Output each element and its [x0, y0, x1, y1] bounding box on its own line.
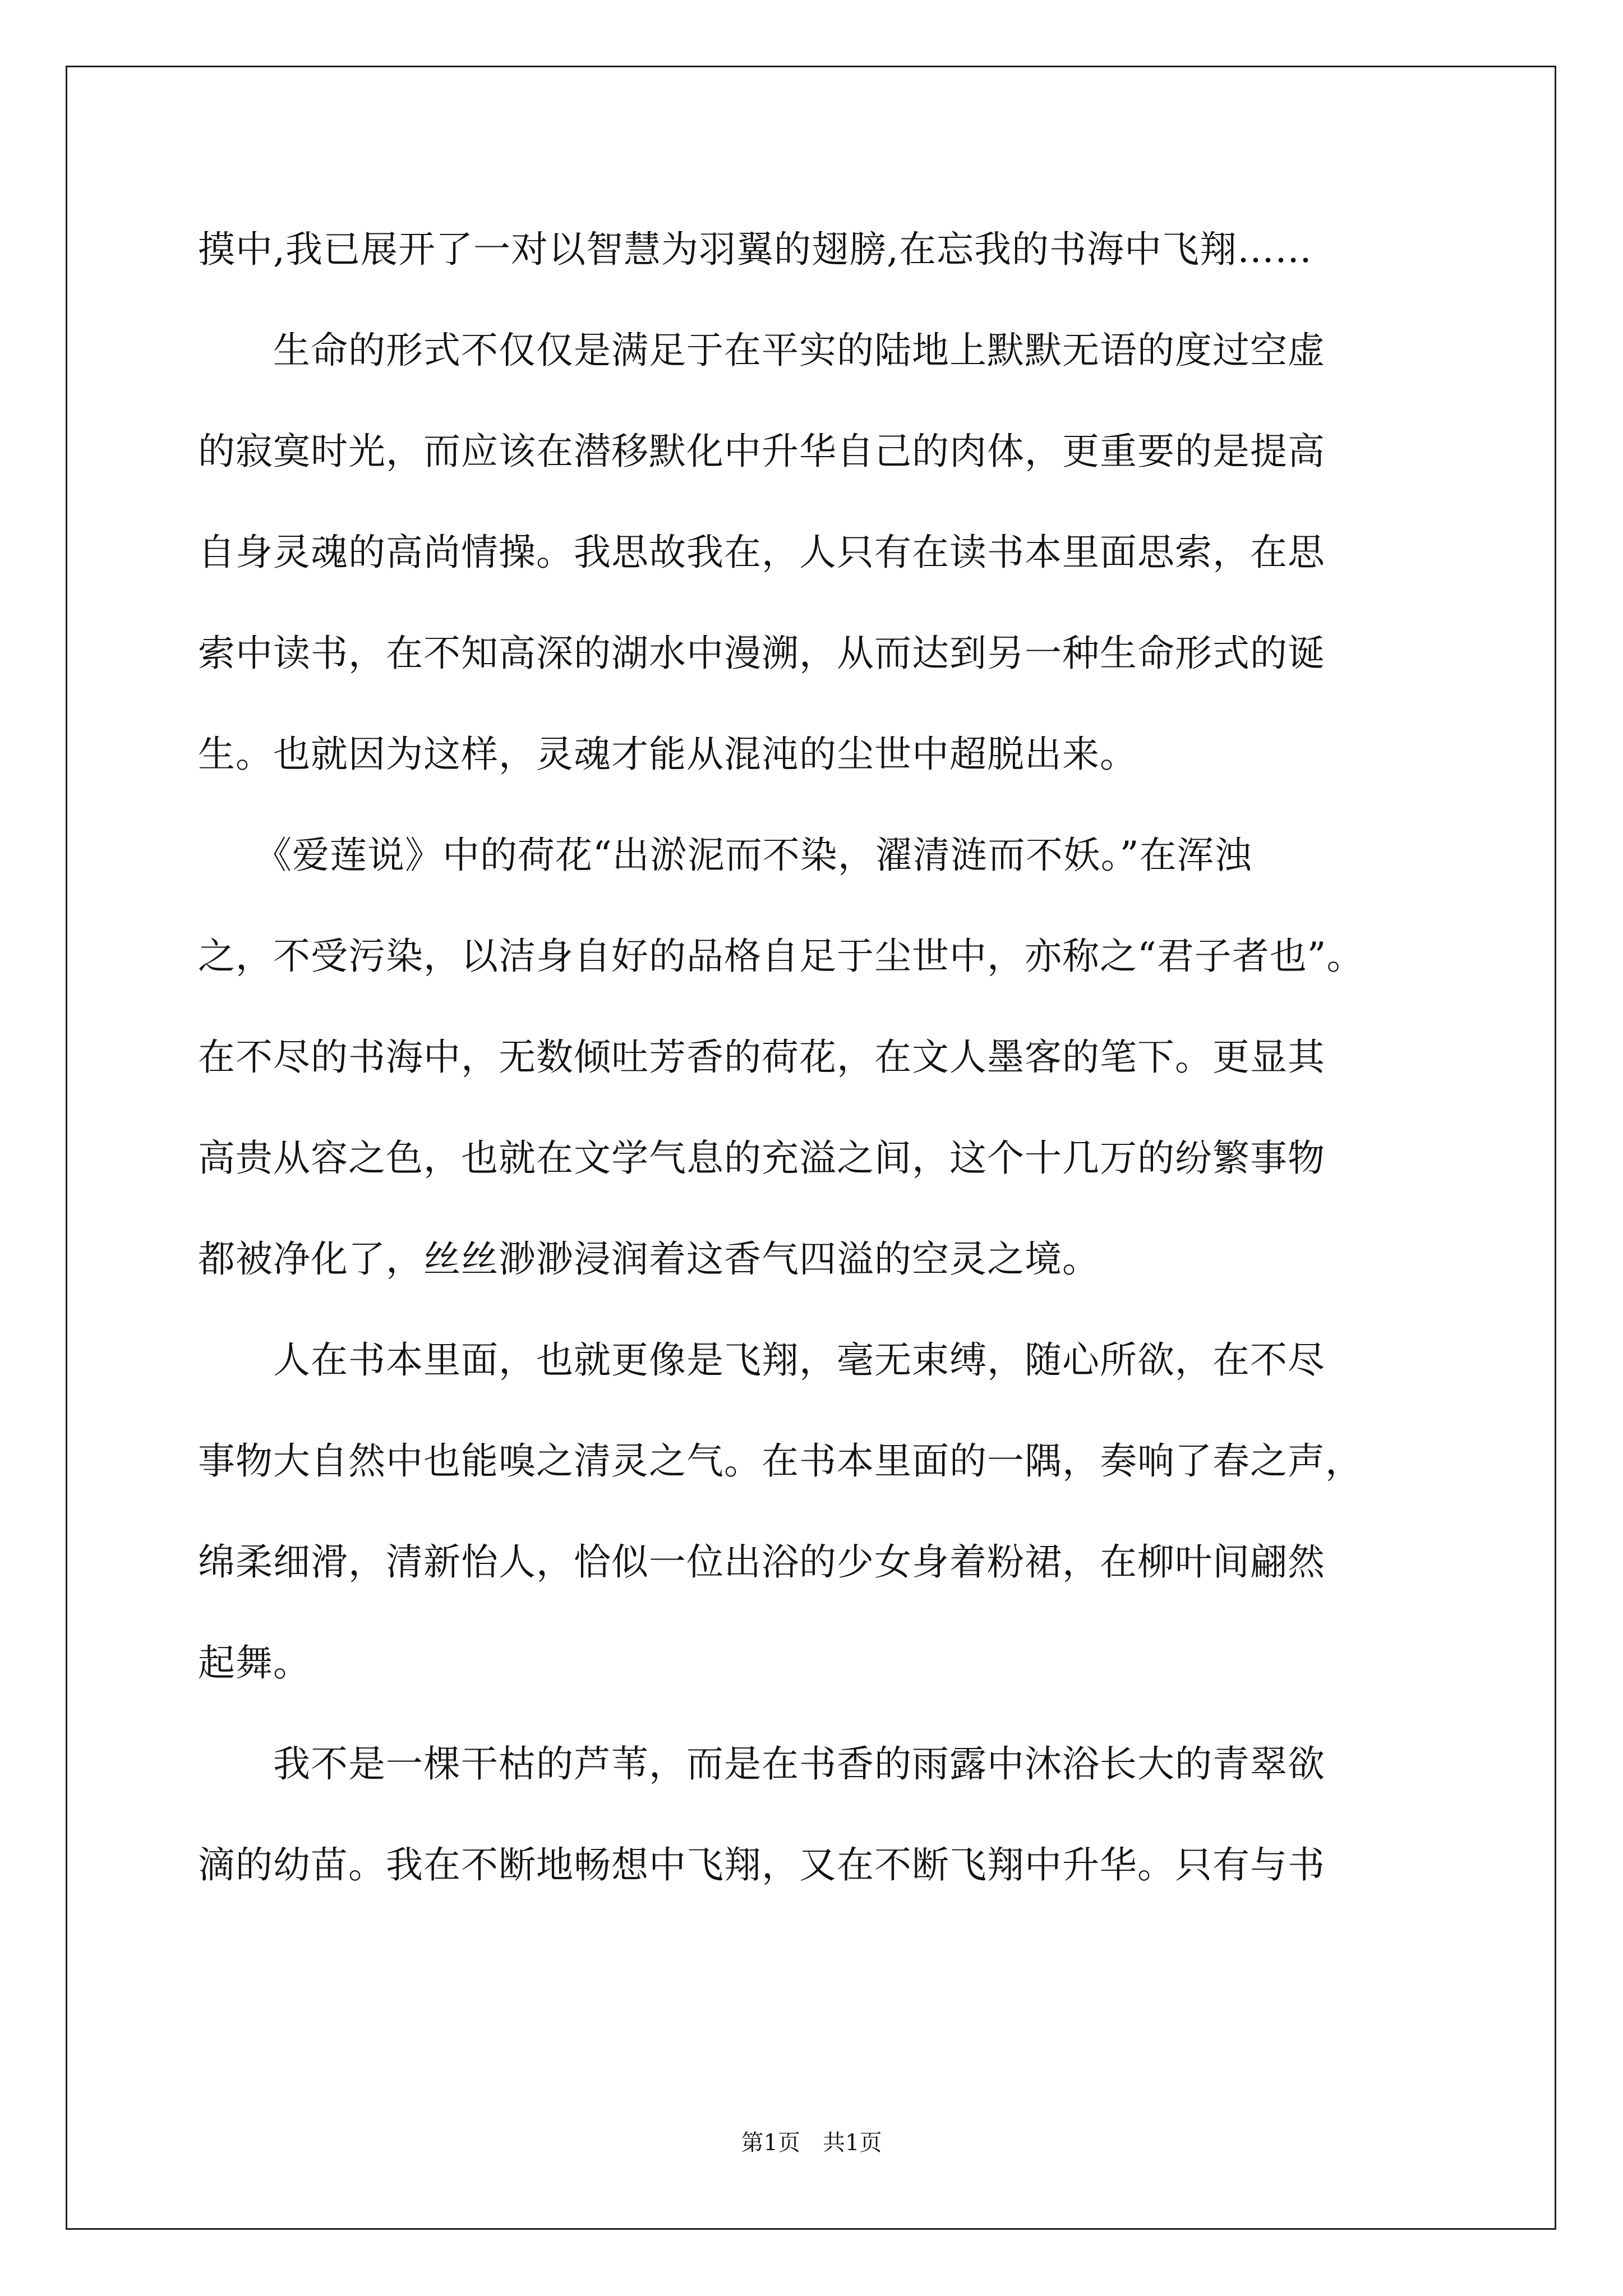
text-line: 的寂寞时光，而应该在潜移默化中升华自己的肉体，更重要的是提高: [198, 430, 1325, 473]
text-line: 之，不受污染，以洁身自好的品格自足于尘世中，亦称之“君子者也”。: [198, 935, 1364, 978]
text-line: 人在书本里面，也就更像是飞翔，毫无束缚，随心所欲，在不尽: [198, 1338, 1325, 1382]
text-line: 索中读书，在不知高深的湖水中漫溯，从而达到另一种生命形式的诞: [198, 632, 1325, 675]
text-line: 自身灵魂的高尚情操。我思故我在，人只有在读书本里面思索，在思: [198, 531, 1325, 574]
text-line: 《爱莲说》中的荷花“出淤泥而不染，濯清涟而不妖。”在浑浊: [198, 834, 1252, 877]
text-line: 滴的幼苗。我在不断地畅想中飞翔，又在不断飞翔中升华。只有与书: [198, 1843, 1325, 1887]
text-line: 事物大自然中也能嗅之清灵之气。在书本里面的一隅，奏响了春之声，: [198, 1439, 1363, 1483]
text-line: 高贵从容之色，也就在文学气息的充溢之间，这个十几万的纷繁事物: [198, 1137, 1325, 1180]
text-line: 都被净化了，丝丝渺渺浸润着这香气四溢的空灵之境。: [198, 1237, 1100, 1281]
text-line: 起舞。: [198, 1641, 311, 1685]
text-line: 我不是一棵干枯的芦苇，而是在书香的雨露中沐浴长大的青翠欲: [198, 1742, 1325, 1786]
document-body: [198, 216, 1432, 1932]
text-line: 摸中,我已展开了一对以智慧为羽翼的翅膀,在忘我的书海中飞翔……: [198, 228, 1312, 271]
text-line: 绵柔细滑，清新怡人，恰似一位出浴的少女身着粉裙，在柳叶间翩然: [198, 1540, 1325, 1584]
text-line: 在不尽的书海中，无数倾吐芳香的荷花，在文人墨客的笔下。更显其: [198, 1036, 1325, 1079]
text-line: 生命的形式不仅仅是满足于在平实的陆地上默默无语的度过空虚: [198, 329, 1325, 372]
text-line: 生。也就因为这样，灵魂才能从混沌的尘世中超脱出来。: [198, 733, 1137, 776]
page-number-footer: 第1页 共1页: [741, 2130, 882, 2156]
